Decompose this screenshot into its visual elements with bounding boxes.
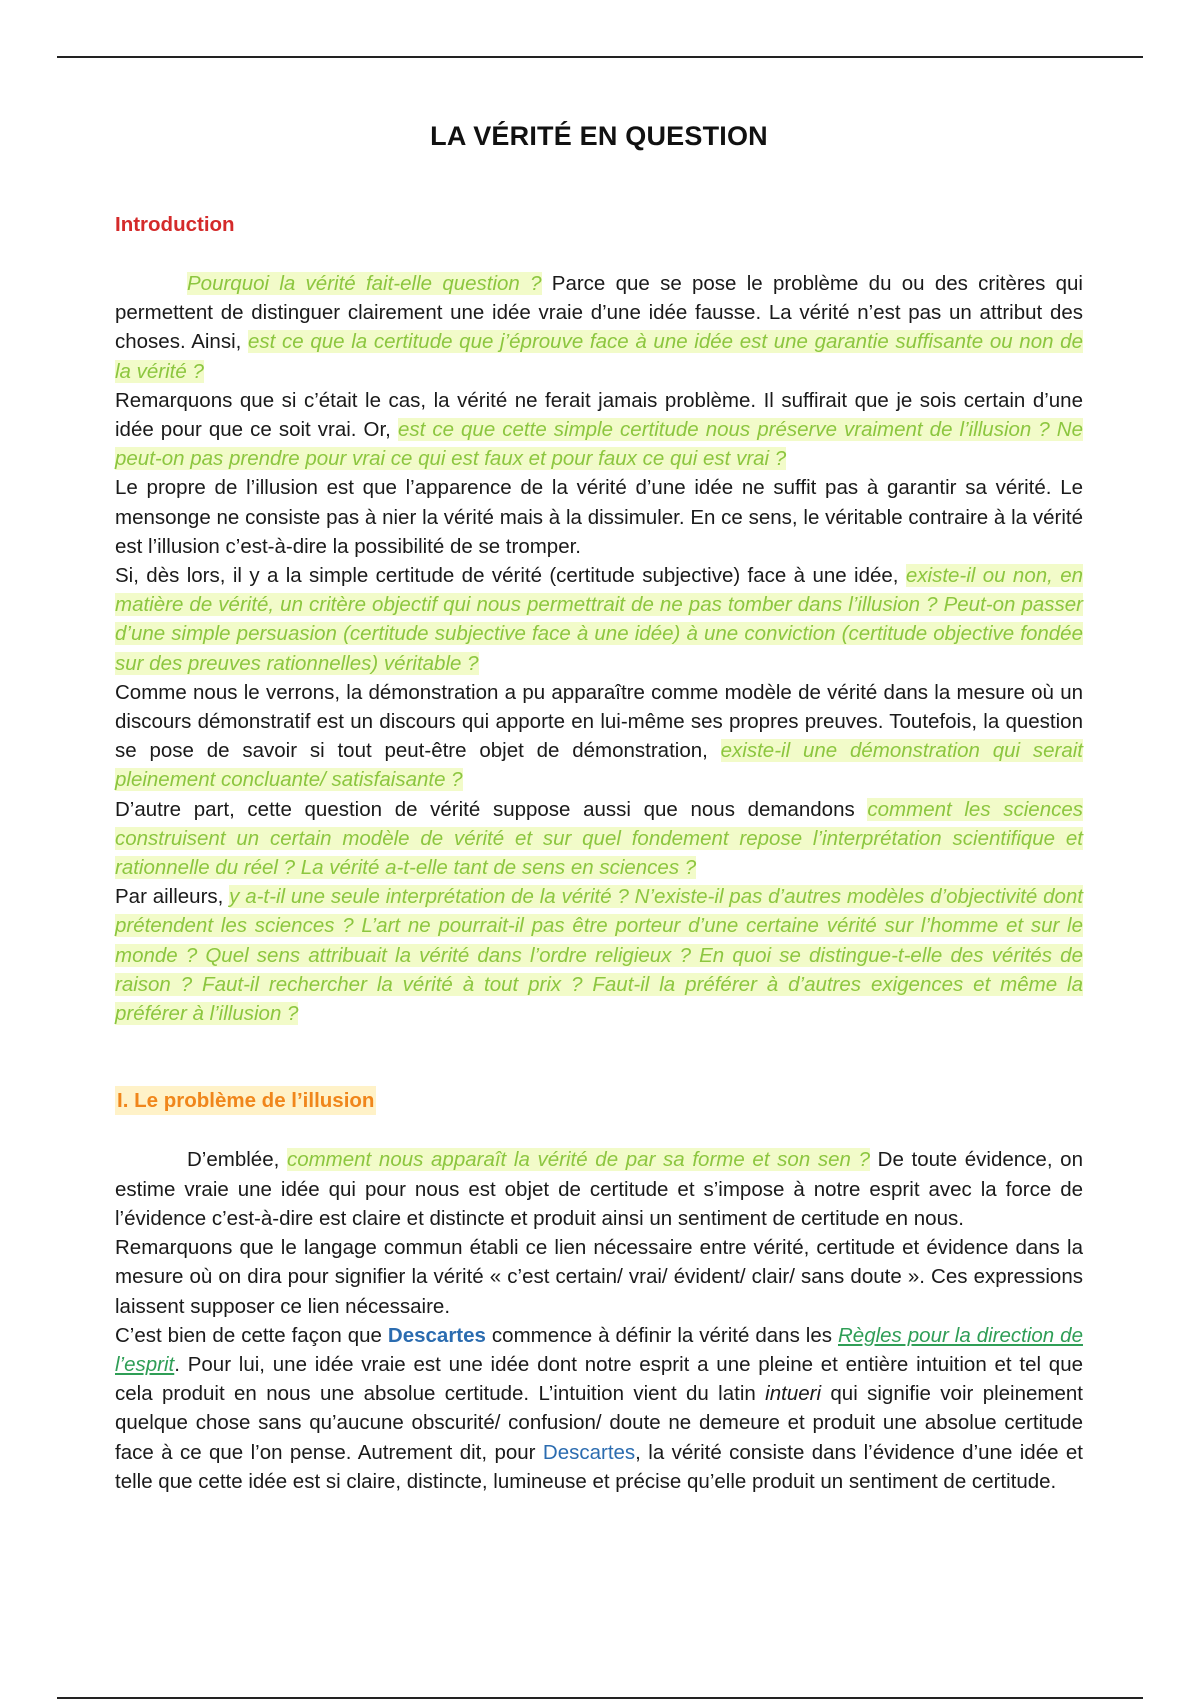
part1-paragraph-2: Remarquons que le langage commun établi ce lien nécessaire entre vérité, certitude et évidence dans la mesure où on dira pour signifier la vérité « c’est certain/ vrai/ évident/ clair/ sans doute ». Ces expressions laissent supposer ce lien nécessaire. xyxy=(115,1236,1083,1318)
introduction-heading: Introduction xyxy=(115,213,235,236)
highlighted-question: existe-il une démonstration qui serait pleinement concluante/ satisfaisante ? xyxy=(115,739,1083,792)
highlighted-question: comment les sciences construisent un certain modèle de vérité et sur quel fondement repose l’interprétation scientifique et rationnelle du réel ? La vérité a-t-elle tant de sens en sciences ? xyxy=(115,797,1083,880)
part1-paragraph-1: D’emblée, comment nous apparaît la vérité de par sa forme et son sen ? De toute évidence, on estime vraie une idée qui pour nous est objet de certitude et s’impose à notre esprit avec la force de l’évidence c’est-à-dire est claire et distincte et produit ainsi un sentiment de certitude en nous. xyxy=(115,1148,1083,1230)
intro-paragraph-6: D’autre part, cette question de vérité suppose aussi que nous demandons comment les sciences construisent un certain modèle de vérité et sur quel fondement repose l’interprétation scientifique et rationnelle du réel ? La vérité a-t-elle tant de sens en sciences ? xyxy=(115,797,1083,880)
author-name: Descartes xyxy=(542,1440,636,1464)
highlighted-question: existe-il ou non, en matière de vérité, un critère objectif qui nous permettrait de ne pas tomber dans l’illusion ? Peut-on passer d’une simple persuasion (certitude subjective face à une idée) à une conviction (certitude objective fondée sur des preuves rationnelles) véritable ? xyxy=(115,564,1083,675)
footer-rule xyxy=(57,1697,1143,1699)
intro-paragraph-3: Le propre de l’illusion est que l’apparence de la vérité d’une idée ne suffit pas à garantir sa vérité. Le mensonge ne consiste pas à nier la vérité mais à la dissimuler. En ce sens, le véritable contraire à la vérité est l’illusion c’est-à-dire la possibilité de se tromper. xyxy=(115,476,1083,558)
author-name: Descartes xyxy=(387,1323,486,1347)
latin-term: intueri xyxy=(765,1382,822,1406)
highlighted-question: comment nous apparaît la vérité de par sa forme et son sen ? xyxy=(286,1148,870,1172)
part1-paragraph-3: C’est bien de cette façon que Descartes commence à définir la vérité dans les Règles pour la direction de l’esprit. Pour lui, une idée vraie est une idée dont notre esprit a une pleine et entière intuition et tel que cela produit en nous une absolue certitude. L’intuition vient du latin intueri qui signifie voir pleinement quelque chose sans qu’aucune obscurité/ confusion/ doute ne demeure et produit une absolue certitude face à ce que l’on pense. Autrement dit, pour Descartes, la vérité consiste dans l’évidence d’une idée et telle que cette idée est si claire, distincte, lumineuse et précise qu’elle produit un sentiment de certitude. xyxy=(115,1323,1083,1493)
intro-paragraph-4: Si, dès lors, il y a la simple certitude de vérité (certitude subjective) face à une idée, existe-il ou non, en matière de vérité, un critère objectif qui nous permettrait de ne pas tomber dans l’illusion ? Peut-on passer d’une simple persuasion (certitude subjective face à une idée) à une conviction (certitude objective fondée sur des preuves rationnelles) véritable ? xyxy=(115,564,1083,675)
part1-heading: I. Le problème de l’illusion xyxy=(115,1086,376,1115)
page-title: LA VÉRITÉ EN QUESTION xyxy=(430,121,768,151)
header-rule xyxy=(57,56,1143,58)
document-body xyxy=(115,118,1083,1496)
highlighted-question: est ce que la certitude que j’éprouve face à une idée est une garantie suffisante ou non de la vérité ? xyxy=(115,330,1083,383)
intro-paragraph-2: Remarquons que si c’était le cas, la vérité ne ferait jamais problème. Il suffirait que je sois certain d’une idée pour que ce soit vrai. Or, est ce que cette simple certitude nous préserve vraiment de l’illusion ? Ne peut-on pas prendre pour vrai ce qui est faux et pour faux ce qui est vrai ? xyxy=(115,388,1083,471)
intro-paragraph-7: Par ailleurs, y a-t-il une seule interprétation de la vérité ? N’existe-il pas d’autres modèles d’objectivité dont prétendent les sciences ? L’art ne pourrait-il pas être porteur d’une certaine vérité sur l’homme et sur le monde ? Quel sens attribuait la vérité dans l’ordre religieux ? En quoi se distingue-t-elle des vérités de raison ? Faut-il rechercher la vérité à tout prix ? Faut-il la préférer à d’autres exigences et même la préférer à l’illusion ? xyxy=(115,885,1083,1026)
highlighted-question: est ce que cette simple certitude nous préserve vraiment de l’illusion ? Ne peut-on pas prendre pour vrai ce qui est faux et pour faux ce qui est vrai ? xyxy=(115,418,1083,471)
intro-paragraph-1: Pourquoi la vérité fait-elle question ? Parce que se pose le problème du ou des critères qui permettent de distinguer clairement une idée vraie d’une idée fausse. La vérité n’est pas un attribut des choses. Ainsi, est ce que la certitude que j’éprouve face à une idée est une garantie suffisante ou non de la vérité ? xyxy=(115,272,1083,383)
intro-paragraph-5: Comme nous le verrons, la démonstration a pu apparaître comme modèle de vérité dans la mesure où un discours démonstratif est un discours qui apporte en lui-même ses propres preuves. Toutefois, la question se pose de savoir si tout peut-être objet de démonstration, existe-il une démonstration qui serait pleinement concluante/ satisfaisante ? xyxy=(115,680,1083,792)
work-reference-link[interactable]: Règles pour la direction de l’esprit xyxy=(115,1323,1083,1376)
highlighted-question: y a-t-il une seule interprétation de la vérité ? N’existe-il pas d’autres modèles d’objectivité dont prétendent les sciences ? L’art ne pourrait-il pas être porteur d’une certaine vérité sur l’homme et sur le monde ? Quel sens attribuait la vérité dans l’ordre religieux ? En quoi se distingue-t-elle des vérités de raison ? Faut-il rechercher la vérité à tout prix ? Faut-il la préférer à d’autres exigences et même la préférer à l’illusion ? xyxy=(115,885,1083,1026)
highlighted-question: Pourquoi la vérité fait-elle question ? xyxy=(187,272,542,295)
